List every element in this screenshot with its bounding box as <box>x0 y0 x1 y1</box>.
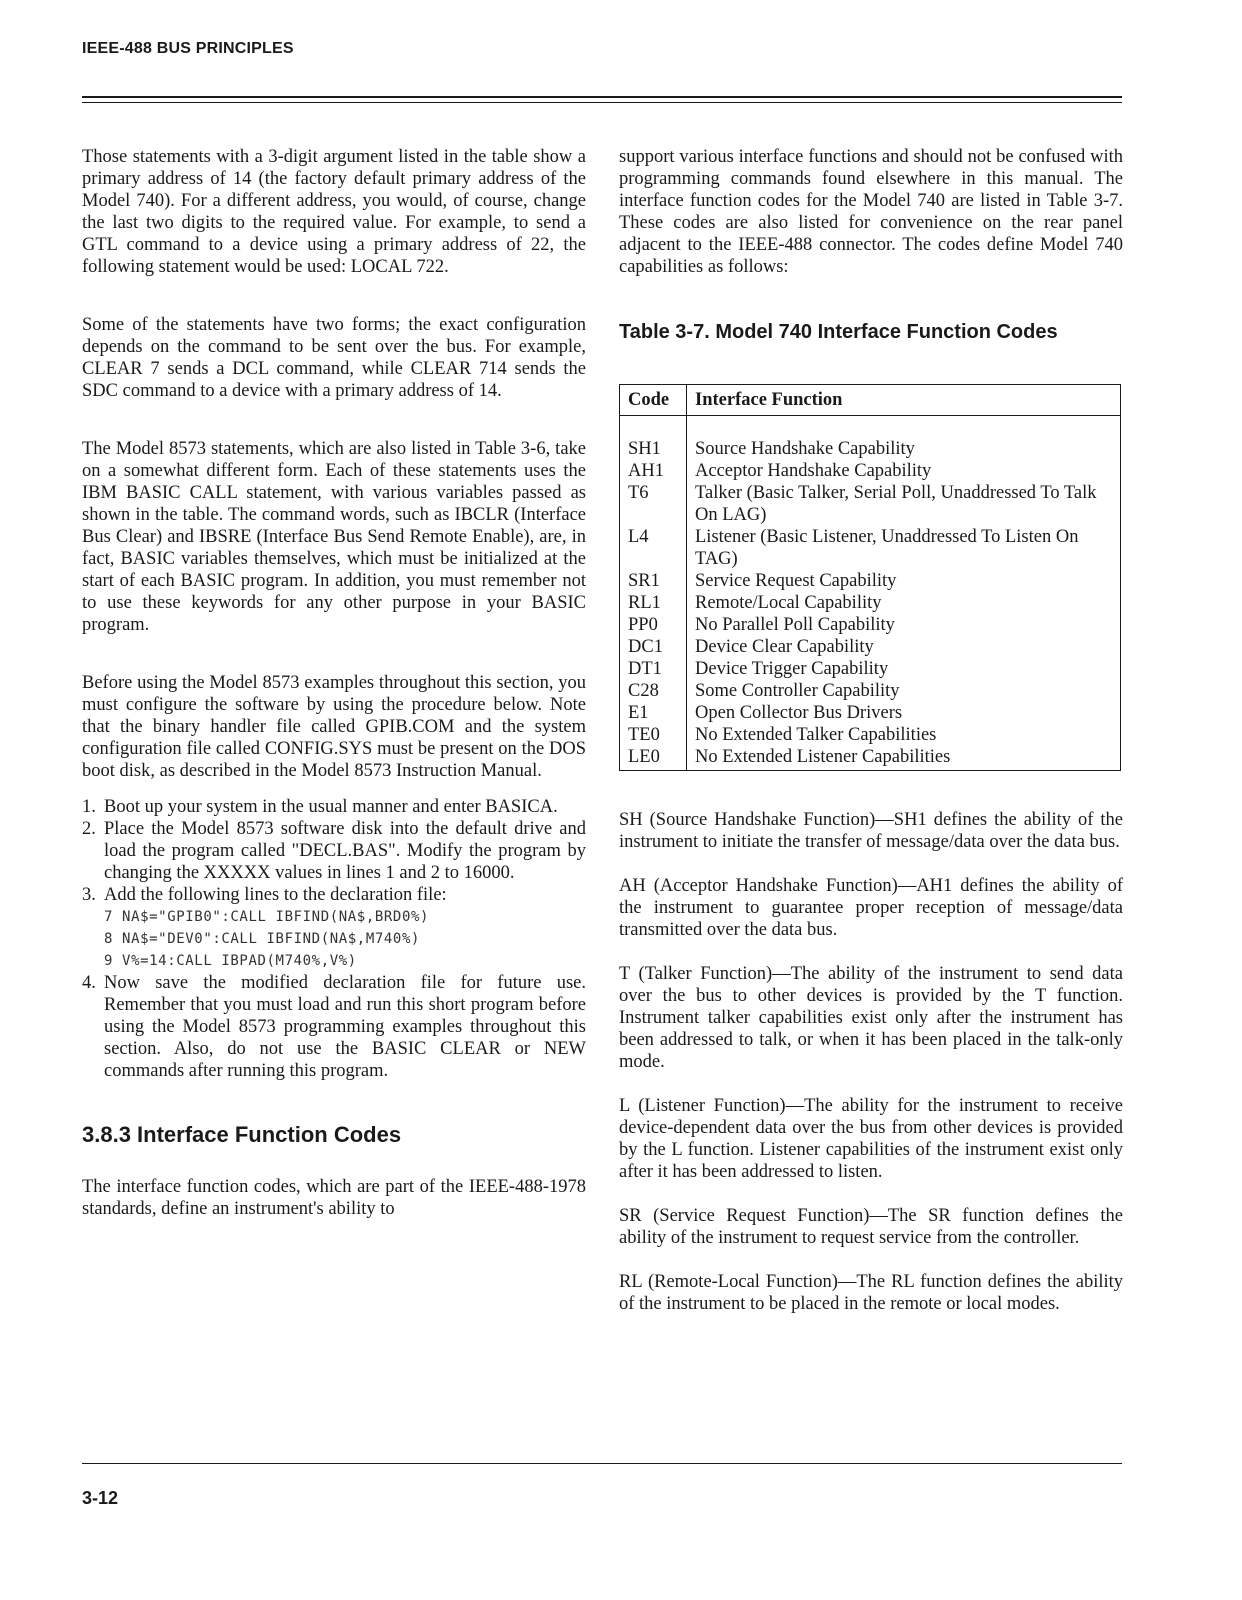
step-number: 3. <box>82 885 96 905</box>
page-header-title: IEEE-488 BUS PRINCIPLES <box>82 40 294 57</box>
code-cell: SR1 <box>620 570 687 592</box>
paragraph-address-argument: Those statements with a 3-digit argument listed in the table show a primary address of 14 (the factory default primary address of the Model 740). For a different address, you would, of course, change the last two digits to the required value. For example, to send a GTL command to a device using a primary address of 22, the following statement would be used: LOCAL 722. <box>82 147 586 277</box>
table-row <box>620 658 1121 680</box>
step-text: Boot up your system in the usual manner and enter BASICA. <box>104 797 558 817</box>
table-row <box>620 680 1121 702</box>
footer-rule <box>82 1463 1122 1464</box>
column-header-function: Interface Function <box>687 385 1121 416</box>
header-rule-thin <box>82 102 1122 103</box>
function-cell: Remote/Local Capability <box>695 593 882 613</box>
table-header-row <box>620 385 1121 416</box>
function-cell: Open Collector Bus Drivers <box>695 703 903 723</box>
step-content <box>104 884 586 972</box>
table-row <box>620 460 1121 482</box>
code-cell: DT1 <box>620 658 687 680</box>
function-cell: Source Handshake Capability <box>695 439 915 459</box>
function-cell: Device Trigger Capability <box>695 659 889 679</box>
column-header-code: Code <box>620 385 687 416</box>
paragraph-before-using: Before using the Model 8573 examples throughout this section, you must configure the software by using the procedure below. Note that the binary handler file called GPIB.COM and the system configuration file called CONFIG.SYS must be present on the DOS boot disk, as described in the Model 8573 Instruction Manual. <box>82 673 586 781</box>
code-cell: RL1 <box>620 592 687 614</box>
function-cell: No Extended Talker Capabilities <box>695 725 937 745</box>
code-cell: DC1 <box>620 636 687 658</box>
left-column <box>82 146 586 1220</box>
paragraph-interface-support: support various interface functions and should not be confused with programming commands found elsewhere in this manual. The interface function codes for the Model 740 are listed in Table 3-7. These codes are also listed for convenience on the rear panel adjacent to the IEEE-488 connector. The codes define Model 740 capabilities as follows: <box>619 147 1123 277</box>
code-cell: L4 <box>620 526 687 570</box>
function-cell: No Extended Listener Capabilities <box>695 747 951 767</box>
function-cell: Service Request Capability <box>695 571 897 591</box>
paragraph-service-request: SR (Service Request Function)—The SR function defines the ability of the instrument to request service from the controller. <box>619 1206 1123 1248</box>
function-cell: No Parallel Poll Capability <box>695 615 895 635</box>
interface-function-table <box>619 384 1121 771</box>
table-row <box>620 526 1121 570</box>
code-line: 9 V%=14:CALL IBPAD(M740%,V%) <box>104 953 357 969</box>
step-number: 4. <box>82 973 96 993</box>
code-cell: C28 <box>620 680 687 702</box>
code-line: 8 NA$="DEV0":CALL IBFIND(NA$,M740%) <box>104 931 421 947</box>
paragraph-remote-local: RL (Remote-Local Function)—The RL function defines the ability of the instrument to be placed in the remote or local modes. <box>619 1272 1123 1314</box>
table-row <box>620 614 1121 636</box>
paragraph-interface-codes-intro: The interface function codes, which are part of the IEEE-488-1978 standards, define an instrument's ability to <box>82 1177 586 1219</box>
table-row <box>620 724 1121 746</box>
procedure-steps <box>82 796 586 1082</box>
table-row <box>620 636 1121 658</box>
procedure-step <box>82 972 586 1082</box>
code-cell: LE0 <box>620 746 687 771</box>
section-heading: 3.8.3 Interface Function Codes <box>82 1122 402 1147</box>
paragraph-source-handshake: SH (Source Handshake Function)—SH1 defines the ability of the instrument to initiate the transfer of message/data over the data bus. <box>619 810 1123 852</box>
code-cell: PP0 <box>620 614 687 636</box>
paragraph-statement-forms: Some of the statements have two forms; the exact configuration depends on the command to be sent over the bus. For example, CLEAR 7 sends a DCL command, while CLEAR 714 sends the SDC command to a device with a primary address of 14. <box>82 315 586 401</box>
right-column <box>619 146 1123 1315</box>
table-caption: Table 3-7. Model 740 Interface Function Codes <box>619 321 1058 343</box>
header-rule-thick <box>82 96 1122 98</box>
code-cell: AH1 <box>620 460 687 482</box>
function-cell: Device Clear Capability <box>695 637 874 657</box>
page-number: 3-12 <box>82 1488 119 1508</box>
table-row <box>620 592 1121 614</box>
paragraph-model-8573: The Model 8573 statements, which are also listed in Table 3-6, take on a somewhat different form. Each of these statements uses the IBM BASIC CALL statement, with various variables passed as shown in the table. The command words, such as IBCLR (Interface Bus Clear) and IBSRE (Interface Bus Send Remote Enable), are, in fact, BASIC variables themselves, which must be initialized at the start of each BASIC program. In addition, you must remember not to use these keywords for any other purpose in your BASIC program. <box>82 439 586 635</box>
step-text: Place the Model 8573 software disk into the default drive and load the program called "DECL.BAS". Modify the program by changing the XXXXX values in lines 1 and 2 to 16000. <box>104 819 586 883</box>
function-cell: Some Controller Capability <box>695 681 900 701</box>
table-row <box>620 570 1121 592</box>
paragraph-talker-function: T (Talker Function)—The ability of the instrument to send data over the bus to other devices is provided by the T function. Instrument talker capabilities exist only after the instrument has been addressed to talk, or when it has been placed in the talk-only mode. <box>619 964 1123 1072</box>
function-cell: Listener (Basic Listener, Unaddressed To Listen On TAG) <box>695 527 1079 569</box>
step-number: 2. <box>82 819 96 839</box>
step-text: Now save the modified declaration file for future use. Remember that you must load and run this short program before using the Model 8573 programming examples throughout this section. Also, do not use the BASIC CLEAR or NEW commands after running this program. <box>104 973 586 1081</box>
step-text: Add the following lines to the declaration file: <box>104 885 447 905</box>
code-cell: T6 <box>620 482 687 526</box>
procedure-step <box>82 884 586 972</box>
paragraph-acceptor-handshake: AH (Acceptor Handshake Function)—AH1 defines the ability of the instrument to guarantee proper reception of message/data transmitted over the data bus. <box>619 876 1123 940</box>
table-row <box>620 746 1121 771</box>
procedure-step <box>82 796 586 818</box>
table-row <box>620 702 1121 724</box>
function-cell: Talker (Basic Talker, Serial Poll, Unaddressed To Talk On LAG) <box>695 483 1097 525</box>
step-number: 1. <box>82 797 96 817</box>
paragraph-listener-function: L (Listener Function)—The ability for the instrument to receive device-dependent data over the bus from other devices is provided by the L function. Listener capabilities of the instrument exist only after it has been addressed to listen. <box>619 1096 1123 1182</box>
table-row <box>620 482 1121 526</box>
function-cell: Acceptor Handshake Capability <box>695 461 932 481</box>
code-cell: SH1 <box>620 416 687 461</box>
code-cell: TE0 <box>620 724 687 746</box>
table-row <box>620 416 1121 461</box>
procedure-step <box>82 818 586 884</box>
code-line: 7 NA$="GPIB0":CALL IBFIND(NA$,BRD0%) <box>104 909 430 925</box>
code-cell: E1 <box>620 702 687 724</box>
